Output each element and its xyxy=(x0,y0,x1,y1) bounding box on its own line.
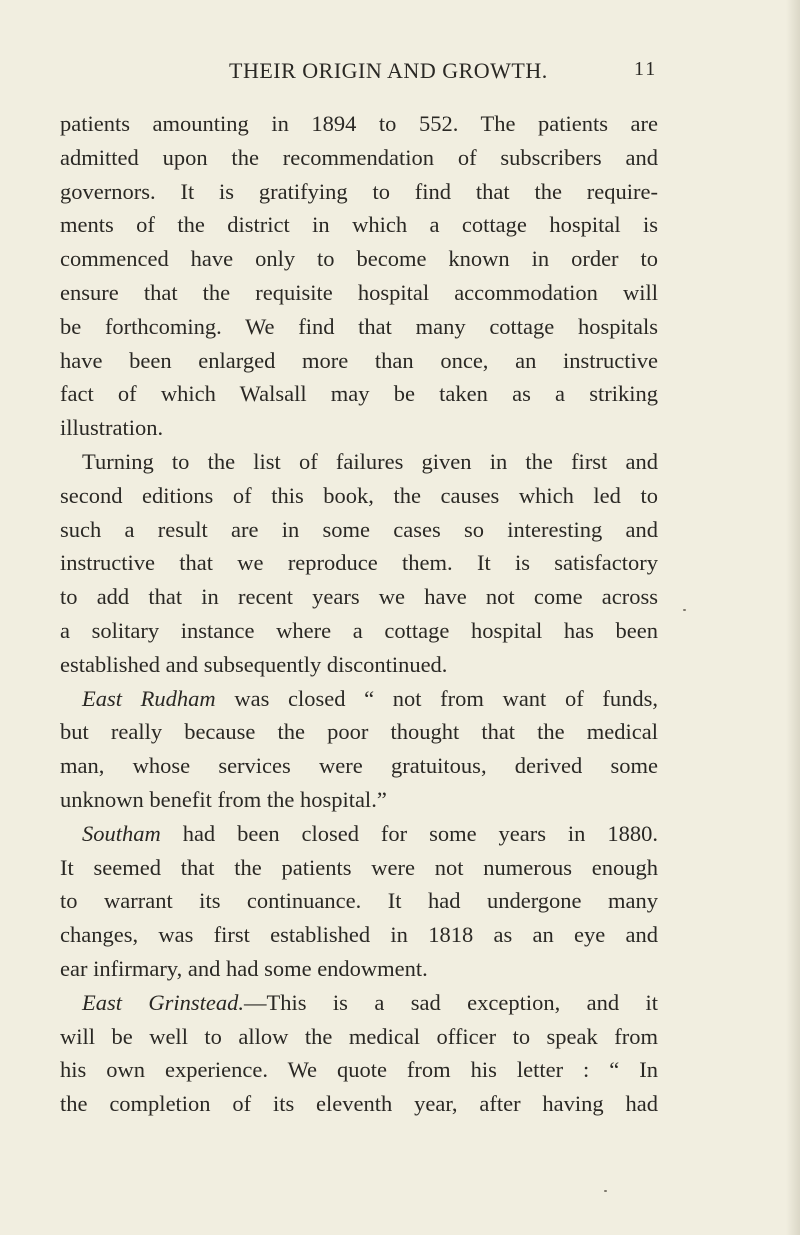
text-run: had been closed for some years in 1880. xyxy=(182,820,658,846)
text-line: governors. It is gratifying to find that the require- xyxy=(60,178,658,204)
text-line: a solitary instance where a cottage hospital has been xyxy=(60,617,658,643)
text-line: the completion of its eleventh year, after having had xyxy=(60,1091,658,1117)
text-line: Turning to the list of failures given in the first and xyxy=(82,448,658,474)
text-line: ear infirmary, and had some endowment. xyxy=(60,955,428,981)
text-line: to add that in recent years we have not come across xyxy=(60,584,658,610)
text-line: man, whose services were gratuitous, derived some xyxy=(60,753,658,779)
text-line: fact of which Walsall may be taken as a striking xyxy=(60,381,658,407)
running-header xyxy=(0,58,800,88)
italic-place-name: East Grinstead. xyxy=(82,989,245,1015)
paper-speck xyxy=(604,1190,607,1192)
text-line: will be well to allow the medical officer to speak from xyxy=(60,1023,658,1049)
text-line: changes, was first established in 1818 as an eye and xyxy=(60,922,658,948)
text-line: such a result are in some cases so interesting and xyxy=(60,516,658,542)
page-binding-edge xyxy=(786,0,800,1235)
italic-place-name: East Rudham xyxy=(82,685,216,711)
paper-speck xyxy=(683,609,686,611)
paragraph-east-rudham xyxy=(60,682,658,716)
text-line: second editions of this book, the causes which led to xyxy=(60,482,658,508)
text-line: but really because the poor thought that the medical xyxy=(60,719,658,745)
running-title: THEIR ORIGIN AND GROWTH. xyxy=(229,58,548,83)
page-number: 11 xyxy=(634,58,658,80)
text-run: —This is a sad exception, and it xyxy=(244,989,658,1015)
italic-place-name: Southam xyxy=(82,820,161,846)
text-line: have been enlarged more than once, an instructive xyxy=(60,347,658,373)
text-line: to warrant its continuance. It had undergone many xyxy=(60,888,658,914)
body-text xyxy=(60,107,658,1121)
text-line: It seemed that the patients were not numerous enough xyxy=(60,854,658,880)
text-line: established and subsequently discontinued. xyxy=(60,651,448,677)
text-line: unknown benefit from the hospital.” xyxy=(60,786,387,812)
text-line: commenced have only to become known in order to xyxy=(60,246,658,272)
text-line: patients amounting in 1894 to 552. The patients are xyxy=(60,111,658,136)
paragraph-east-grinstead xyxy=(60,986,658,1020)
text-line: his own experience. We quote from his letter : “ In xyxy=(60,1057,658,1083)
text-line: illustration. xyxy=(60,415,164,441)
text-line: admitted upon the recommendation of subscribers and xyxy=(60,144,658,170)
text-line: instructive that we reproduce them. It is satisfactory xyxy=(60,550,658,576)
text-run: was closed “ not from want of funds, xyxy=(234,685,658,711)
text-line: be forthcoming. We find that many cottage hospitals xyxy=(60,313,658,339)
text-line: ensure that the requisite hospital accommodation will xyxy=(60,279,658,305)
paragraph-southam xyxy=(60,817,658,851)
text-line: ments of the district in which a cottage hospital is xyxy=(60,212,658,238)
